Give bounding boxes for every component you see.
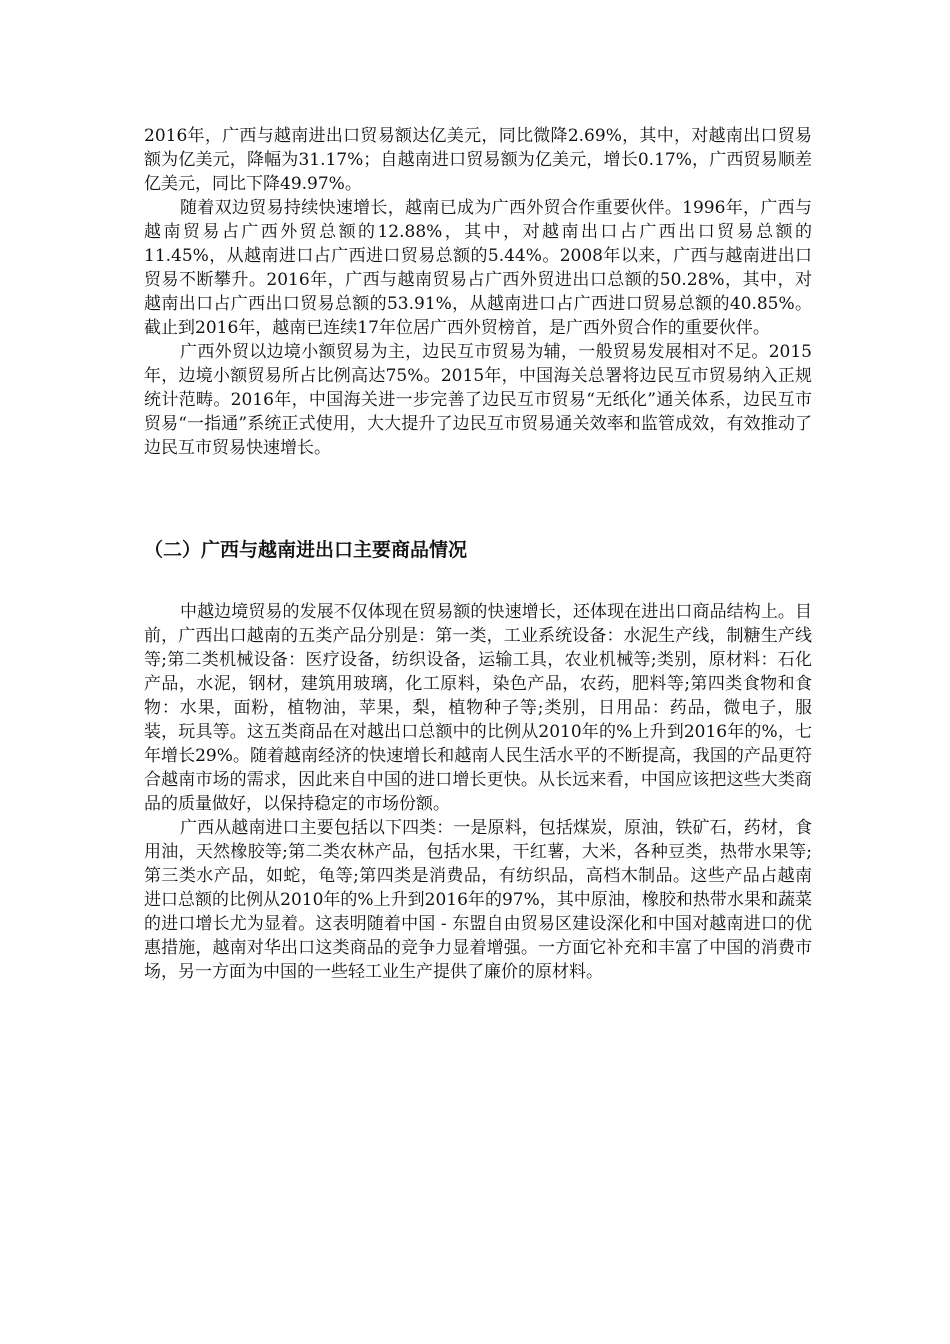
paragraph-export-commodities: 中越边境贸易的发展不仅体现在贸易额的快速增长，还体现在进出口商品结构上。目前，广西出口越南的五类产品分别是：第一类，工业系统设备：水泥生产线，制糖生产线等;第二类机械设备：医疗设备，纺织设备，运输工具，农业机械等;类别，原材料：石化产品，水泥，钢材，建筑用玻璃，化工原料，染色产品，农药，肥料等;第四类食物和食物：水果，面粉，植物油，苹果，梨，植物种子等;类别，日用品：药品，微电子，服装，玩具等。这五类商品在对越出口总额中的比例从2010年的%上升到2016年的%，七年增长29%。随着越南经济的快速增长和越南人民生活水平的不断提高，我国的产品更符合越南市场的需求，因此来自中国的进口增长更快。从长远来看，中国应该把这些大类商品的质量做好，以保持稳定的市场份额。	[144, 602, 812, 814]
section-2-heading: （二）广西与越南进出口主要商品情况	[144, 539, 468, 561]
paragraph-bilateral-trade-growth: 随着双边贸易持续快速增长，越南已成为广西外贸合作重要伙伴。1996年，广西与越南贸易占广西外贸总额的12.88%，其中，对越南出口占广西出口贸易总额的11.45%，从越南进口占广西进口贸易总额的5.44%。2008年以来，广西与越南进出口贸易不断攀升。2016年，广西与越南贸易占广西外贸进出口总额的50.28%，其中，对越南出口占广西出口贸易总额的53.91%，从越南进口占广西进口贸易总额的40.85%。截止到2016年，越南已连续17年位居广西外贸榜首，是广西外贸合作的重要伙伴。	[144, 198, 812, 338]
section-2-body	[144, 600, 812, 984]
paragraph-trade-volume-2016: 2016年，广西与越南进出口贸易额达亿美元，同比微降2.69%，其中，对越南出口贸易额为亿美元，降幅为31.17%；自越南进口贸易额为亿美元，增长0.17%，广西贸易顺差亿美元，同比下降49.97%。	[144, 126, 812, 194]
paragraph-border-trade: 广西外贸以边境小额贸易为主，边民互市贸易为辅，一般贸易发展相对不足。2015年，边境小额贸易所占比例高达75%。2015年，中国海关总署将边民互市贸易纳入正规统计范畴。2016年，中国海关进一步完善了边民互市贸易“无纸化”通关体系，边民互市贸易“一指通”系统正式使用，大大提升了边民互市贸易通关效率和监管成效，有效推动了边民互市贸易快速增长。	[144, 342, 812, 458]
paragraph-import-commodities: 广西从越南进口主要包括以下四类：一是原料，包括煤炭，原油，铁矿石，药材，食用油，天然橡胶等;第二类农林产品，包括水果，干红薯，大米，各种豆类，热带水果等;第三类水产品，如蛇，龟等;第四类是消费品，有纺织品，高档木制品。这些产品占越南进口总额的比例从2010年的%上升到2016年的97%，其中原油，橡胶和热带水果和蔬菜的进口增长尤为显着。这表明随着中国 - 东盟自由贸易区建设深化和中国对越南进口的优惠措施，越南对华出口这类商品的竞争力显着增强。一方面它补充和丰富了中国的消费市场，另一方面为中国的一些轻工业生产提供了廉价的原材料。	[144, 818, 812, 982]
section-1-body	[144, 124, 812, 460]
